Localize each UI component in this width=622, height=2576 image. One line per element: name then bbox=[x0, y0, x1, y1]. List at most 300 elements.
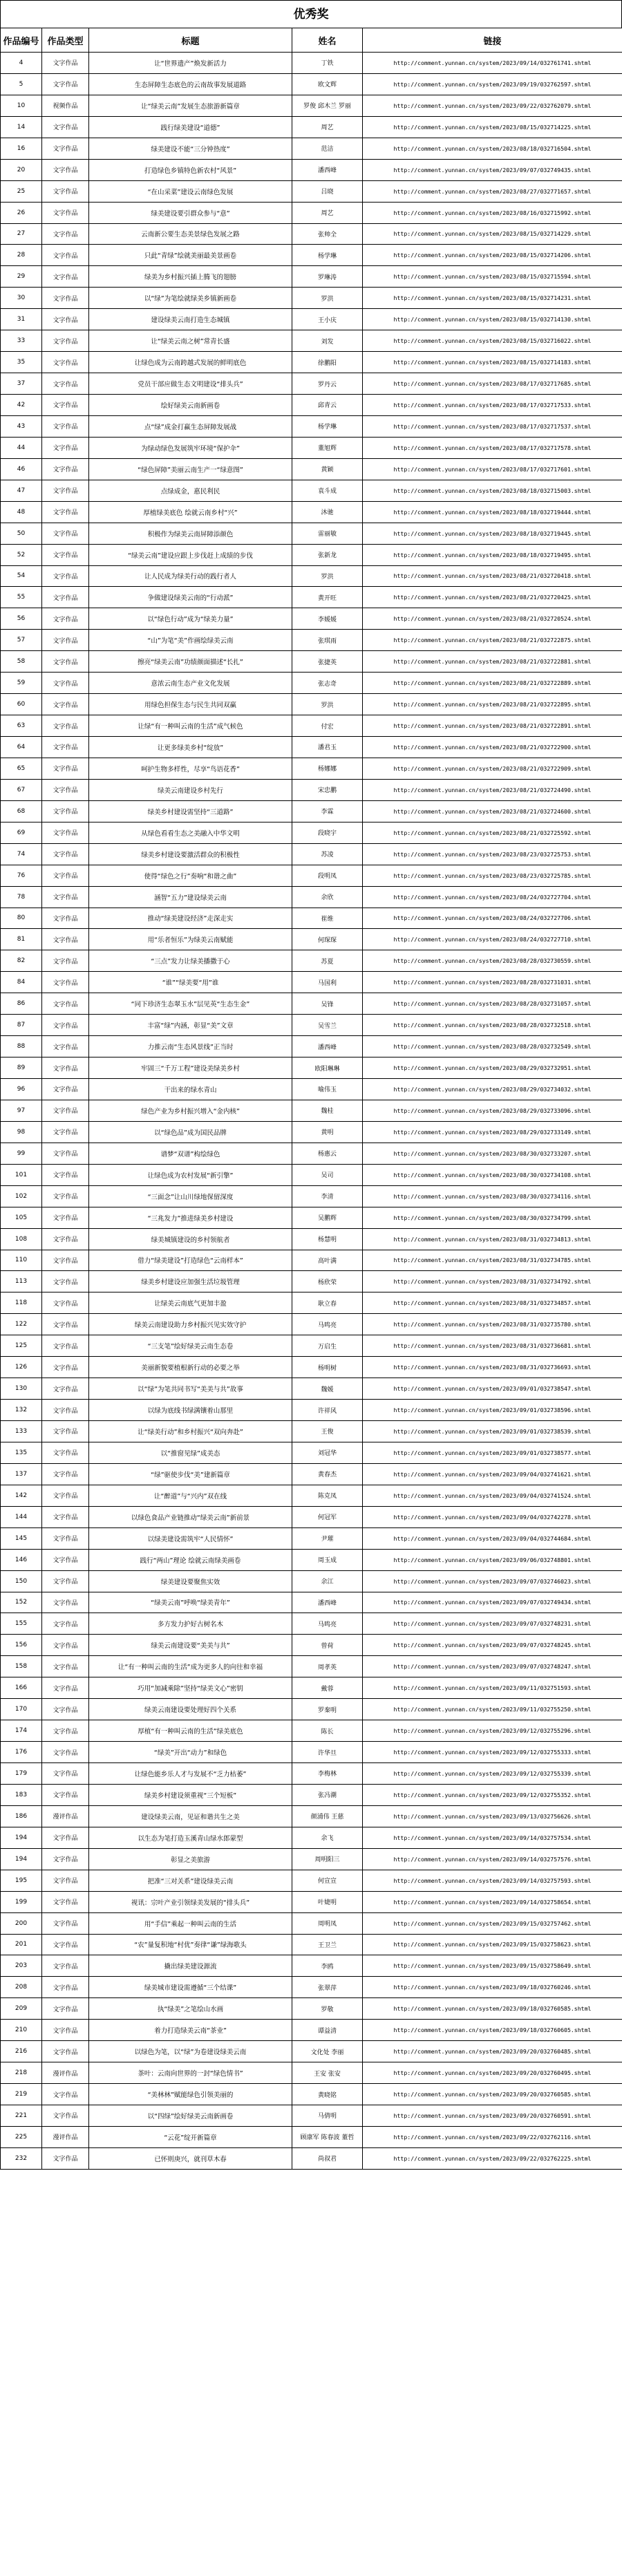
cell-link[interactable]: http://comment.yunnan.cn/system/2023/08/21/032722909.shtml bbox=[363, 758, 622, 779]
cell-name: 戴蓉 bbox=[292, 1677, 363, 1699]
cell-title: 践行“两山”理论 绘就云南绿美画卷 bbox=[89, 1549, 292, 1570]
cell-id: 101 bbox=[1, 1164, 42, 1185]
cell-id: 174 bbox=[1, 1720, 42, 1742]
cell-type: 文字作品 bbox=[42, 1121, 89, 1143]
cell-name: 余欣 bbox=[292, 886, 363, 908]
cell-type: 文字作品 bbox=[42, 309, 89, 330]
table-row bbox=[1, 395, 622, 416]
cell-name: 马鸣亮 bbox=[292, 1314, 363, 1335]
cell-id: 170 bbox=[1, 1699, 42, 1720]
cell-id: 50 bbox=[1, 523, 42, 544]
table-row bbox=[1, 1805, 622, 1827]
table-row bbox=[1, 1570, 622, 1592]
cell-link[interactable]: http://comment.yunnan.cn/system/2023/09/11/032751593.shtml bbox=[363, 1677, 622, 1699]
cell-link[interactable]: http://comment.yunnan.cn/system/2023/09/12/032755339.shtml bbox=[363, 1763, 622, 1785]
cell-link[interactable]: http://comment.yunnan.cn/system/2023/09/04/032741621.shtml bbox=[363, 1463, 622, 1485]
cell-id: 46 bbox=[1, 458, 42, 480]
cell-name: 邱青云 bbox=[292, 395, 363, 416]
cell-link[interactable]: http://comment.yunnan.cn/system/2023/09/07/032746023.shtml bbox=[363, 1570, 622, 1592]
cell-link[interactable]: http://comment.yunnan.cn/system/2023/09/07/032748247.shtml bbox=[363, 1656, 622, 1677]
cell-link[interactable]: http://comment.yunnan.cn/system/2023/08/18/032719445.shtml bbox=[363, 523, 622, 544]
cell-type: 文字作品 bbox=[42, 886, 89, 908]
cell-title: 彰显之美旅游 bbox=[89, 1848, 292, 1870]
cell-link[interactable]: http://comment.yunnan.cn/system/2023/08/29/032732951.shtml bbox=[363, 1057, 622, 1079]
cell-link[interactable]: http://comment.yunnan.cn/system/2023/08/15/032714225.shtml bbox=[363, 116, 622, 138]
cell-link[interactable]: http://comment.yunnan.cn/system/2023/09/12/032755296.shtml bbox=[363, 1720, 622, 1742]
cell-link[interactable]: http://comment.yunnan.cn/system/2023/08/30/032734799.shtml bbox=[363, 1207, 622, 1228]
cell-id: 142 bbox=[1, 1485, 42, 1506]
table-row bbox=[1, 1891, 622, 1912]
table-row bbox=[1, 908, 622, 929]
cell-type: 文字作品 bbox=[42, 1335, 89, 1357]
table-row bbox=[1, 800, 622, 822]
cell-link[interactable]: http://comment.yunnan.cn/system/2023/09/12/032755333.shtml bbox=[363, 1742, 622, 1763]
cell-link[interactable]: http://comment.yunnan.cn/system/2023/09/22/032762079.shtml bbox=[363, 95, 622, 116]
cell-name: 潘西峰 bbox=[292, 1036, 363, 1057]
cell-type: 文字作品 bbox=[42, 1699, 89, 1720]
cell-link[interactable]: http://comment.yunnan.cn/system/2023/09/15/032758623.shtml bbox=[363, 1934, 622, 1955]
cell-id: 102 bbox=[1, 1185, 42, 1207]
cell-title: 以绿为底线书绿满镶着山那里 bbox=[89, 1400, 292, 1421]
cell-title: “在山采菜”建设云南绿色发展 bbox=[89, 180, 292, 202]
table-row bbox=[1, 1292, 622, 1314]
cell-id: 33 bbox=[1, 330, 42, 352]
cell-link[interactable]: http://comment.yunnan.cn/system/2023/08/29/032734032.shtml bbox=[363, 1079, 622, 1100]
cell-link[interactable]: http://comment.yunnan.cn/system/2023/08/21/032724490.shtml bbox=[363, 779, 622, 800]
table-row bbox=[1, 1143, 622, 1164]
cell-type: 文字作品 bbox=[42, 1977, 89, 1998]
cell-link[interactable]: http://comment.yunnan.cn/system/2023/08/21/032722875.shtml bbox=[363, 630, 622, 651]
cell-id: 145 bbox=[1, 1527, 42, 1549]
cell-title: 用绿色担保生态与民生共同双赢 bbox=[89, 694, 292, 715]
cell-name: 刘冠华 bbox=[292, 1442, 363, 1463]
cell-type: 文字作品 bbox=[42, 437, 89, 458]
cell-link[interactable]: http://comment.yunnan.cn/system/2023/08/31/032735780.shtml bbox=[363, 1314, 622, 1335]
cell-type: 文字作品 bbox=[42, 630, 89, 651]
cell-id: 30 bbox=[1, 288, 42, 309]
cell-id: 179 bbox=[1, 1763, 42, 1785]
cell-type: 文字作品 bbox=[42, 651, 89, 673]
table-row bbox=[1, 1613, 622, 1635]
cell-id: 158 bbox=[1, 1656, 42, 1677]
cell-link[interactable]: http://comment.yunnan.cn/system/2023/08/21/032722881.shtml bbox=[363, 651, 622, 673]
table-row bbox=[1, 437, 622, 458]
table-row bbox=[1, 1079, 622, 1100]
cell-link[interactable]: http://comment.yunnan.cn/system/2023/09/04/032741524.shtml bbox=[363, 1485, 622, 1506]
cell-type: 文字作品 bbox=[42, 1292, 89, 1314]
cell-name: 雷丽敏 bbox=[292, 523, 363, 544]
cell-name: 徐鹏阳 bbox=[292, 352, 363, 373]
cell-id: 80 bbox=[1, 908, 42, 929]
cell-link[interactable]: http://comment.yunnan.cn/system/2023/08/29/032733149.shtml bbox=[363, 1121, 622, 1143]
cell-link[interactable]: http://comment.yunnan.cn/system/2023/08/21/032720524.shtml bbox=[363, 608, 622, 630]
cell-type: 文字作品 bbox=[42, 2105, 89, 2127]
cell-link[interactable]: http://comment.yunnan.cn/system/2023/08/18/032715003.shtml bbox=[363, 480, 622, 501]
cell-name: 叶婕明 bbox=[292, 1891, 363, 1912]
cell-link[interactable]: http://comment.yunnan.cn/system/2023/08/28/032731031.shtml bbox=[363, 972, 622, 993]
cell-id: 16 bbox=[1, 138, 42, 159]
cell-id: 195 bbox=[1, 1870, 42, 1891]
cell-link[interactable]: http://comment.yunnan.cn/system/2023/09/22/032762225.shtml bbox=[363, 2147, 622, 2169]
cell-link[interactable]: http://comment.yunnan.cn/system/2023/09/22/032762116.shtml bbox=[363, 2126, 622, 2147]
table-row bbox=[1, 993, 622, 1015]
cell-link[interactable]: http://comment.yunnan.cn/system/2023/08/21/032720418.shtml bbox=[363, 565, 622, 587]
cell-type: 文字作品 bbox=[42, 2020, 89, 2041]
cell-name: 欧文辉 bbox=[292, 73, 363, 95]
cell-type: 文字作品 bbox=[42, 1549, 89, 1570]
header-name: 姓名 bbox=[292, 28, 363, 53]
cell-id: 130 bbox=[1, 1378, 42, 1400]
cell-name: 罗琳涛 bbox=[292, 266, 363, 288]
cell-title: “美林林”赋能绿色引领美丽的 bbox=[89, 2084, 292, 2105]
cell-link[interactable]: http://comment.yunnan.cn/system/2023/08/15/032716022.shtml bbox=[363, 330, 622, 352]
cell-link[interactable]: http://comment.yunnan.cn/system/2023/08/17/032717537.shtml bbox=[363, 415, 622, 437]
cell-id: 14 bbox=[1, 116, 42, 138]
cell-link[interactable]: http://comment.yunnan.cn/system/2023/08/28/032731057.shtml bbox=[363, 993, 622, 1015]
cell-link[interactable]: http://comment.yunnan.cn/system/2023/09/07/032749434.shtml bbox=[363, 1592, 622, 1613]
cell-link[interactable]: http://comment.yunnan.cn/system/2023/09/14/032758654.shtml bbox=[363, 1891, 622, 1912]
cell-title: 已怀则庚兴，就刊草木春 bbox=[89, 2147, 292, 2169]
cell-link[interactable]: http://comment.yunnan.cn/system/2023/09/19/032762597.shtml bbox=[363, 73, 622, 95]
cell-link[interactable]: http://comment.yunnan.cn/system/2023/09/04/032742278.shtml bbox=[363, 1506, 622, 1527]
cell-link[interactable]: http://comment.yunnan.cn/system/2023/08/31/032734857.shtml bbox=[363, 1292, 622, 1314]
cell-link[interactable]: http://comment.yunnan.cn/system/2023/09/07/032748231.shtml bbox=[363, 1613, 622, 1635]
cell-type: 文字作品 bbox=[42, 544, 89, 565]
cell-link[interactable]: http://comment.yunnan.cn/system/2023/09/14/032757593.shtml bbox=[363, 1870, 622, 1891]
cell-title: “绿”驱使步伐“美”建新篇章 bbox=[89, 1463, 292, 1485]
table-row bbox=[1, 972, 622, 993]
cell-name: 李霖 bbox=[292, 800, 363, 822]
cell-link[interactable]: http://comment.yunnan.cn/system/2023/09/18/032760585.shtml bbox=[363, 1998, 622, 2020]
table-row bbox=[1, 950, 622, 972]
cell-name: 李媛媛 bbox=[292, 608, 363, 630]
cell-name: 罗俊 邱木兰 罗丽 bbox=[292, 95, 363, 116]
cell-name: 黄晓铭 bbox=[292, 2084, 363, 2105]
cell-link[interactable]: http://comment.yunnan.cn/system/2023/09/01/032738547.shtml bbox=[363, 1378, 622, 1400]
cell-name: 杨慧明 bbox=[292, 1228, 363, 1250]
cell-name: 张翠萍 bbox=[292, 1977, 363, 1998]
cell-link[interactable]: http://comment.yunnan.cn/system/2023/08/28/032732518.shtml bbox=[363, 1015, 622, 1036]
cell-link[interactable]: http://comment.yunnan.cn/system/2023/08/30/032734116.shtml bbox=[363, 1185, 622, 1207]
cell-link[interactable]: http://comment.yunnan.cn/system/2023/09/20/032760485.shtml bbox=[363, 2041, 622, 2062]
cell-type: 文字作品 bbox=[42, 1656, 89, 1677]
cell-link[interactable]: http://comment.yunnan.cn/system/2023/09/14/032757534.shtml bbox=[363, 1827, 622, 1848]
cell-title: 着力打造绿美云南“茶业” bbox=[89, 2020, 292, 2041]
table-row bbox=[1, 480, 622, 501]
cell-link[interactable]: http://comment.yunnan.cn/system/2023/09/04/032744684.shtml bbox=[363, 1527, 622, 1549]
cell-link[interactable]: http://comment.yunnan.cn/system/2023/09/07/032748245.shtml bbox=[363, 1635, 622, 1656]
cell-title: 为绿动绿色发展筑牢环境“保护伞” bbox=[89, 437, 292, 458]
table-row bbox=[1, 223, 622, 245]
table-row bbox=[1, 415, 622, 437]
cell-link[interactable]: http://comment.yunnan.cn/system/2023/08/17/032717578.shtml bbox=[363, 437, 622, 458]
table-row bbox=[1, 116, 622, 138]
cell-link[interactable]: http://comment.yunnan.cn/system/2023/09/06/032748801.shtml bbox=[363, 1549, 622, 1570]
cell-title: 推动“绿美建设经济”走深走实 bbox=[89, 908, 292, 929]
cell-link[interactable]: http://comment.yunnan.cn/system/2023/08/17/032717685.shtml bbox=[363, 373, 622, 395]
cell-link[interactable]: http://comment.yunnan.cn/system/2023/08/28/032730559.shtml bbox=[363, 950, 622, 972]
cell-link[interactable]: http://comment.yunnan.cn/system/2023/08/24/032727704.shtml bbox=[363, 886, 622, 908]
cell-link[interactable]: http://comment.yunnan.cn/system/2023/09/07/032749435.shtml bbox=[363, 159, 622, 180]
cell-id: 25 bbox=[1, 180, 42, 202]
cell-title: 绿美乡村建设须重视“三个短板” bbox=[89, 1784, 292, 1805]
cell-link[interactable]: http://comment.yunnan.cn/system/2023/08/31/032736693.shtml bbox=[363, 1357, 622, 1378]
cell-name: 罗丹云 bbox=[292, 373, 363, 395]
cell-type: 文字作品 bbox=[42, 1357, 89, 1378]
cell-name: 李鸥 bbox=[292, 1955, 363, 1977]
cell-name: 苏夏 bbox=[292, 950, 363, 972]
cell-link[interactable]: http://comment.yunnan.cn/system/2023/08/29/032733096.shtml bbox=[363, 1100, 622, 1121]
cell-type: 文字作品 bbox=[42, 673, 89, 694]
cell-title: 以绿美建设需筑牢“人民情怀” bbox=[89, 1527, 292, 1549]
cell-link[interactable]: http://comment.yunnan.cn/system/2023/09/18/032760246.shtml bbox=[363, 1977, 622, 1998]
cell-link[interactable]: http://comment.yunnan.cn/system/2023/08/21/032722900.shtml bbox=[363, 737, 622, 758]
cell-title: “谁”“绿美要“用”谁 bbox=[89, 972, 292, 993]
cell-id: 78 bbox=[1, 886, 42, 908]
cell-id: 118 bbox=[1, 1292, 42, 1314]
cell-link[interactable]: http://comment.yunnan.cn/system/2023/09/18/032760605.shtml bbox=[363, 2020, 622, 2041]
cell-name: 袁斗成 bbox=[292, 480, 363, 501]
table-row bbox=[1, 1677, 622, 1699]
cell-name: 罗洪 bbox=[292, 288, 363, 309]
cell-link[interactable]: http://comment.yunnan.cn/system/2023/08/21/032722889.shtml bbox=[363, 673, 622, 694]
cell-link[interactable]: http://comment.yunnan.cn/system/2023/08/15/032714231.shtml bbox=[363, 288, 622, 309]
cell-link[interactable]: http://comment.yunnan.cn/system/2023/08/23/032725785.shtml bbox=[363, 865, 622, 886]
cell-link[interactable]: http://comment.yunnan.cn/system/2023/08/17/032717533.shtml bbox=[363, 395, 622, 416]
cell-link[interactable]: http://comment.yunnan.cn/system/2023/08/15/032714206.shtml bbox=[363, 245, 622, 266]
cell-type: 文字作品 bbox=[42, 288, 89, 309]
table-row bbox=[1, 95, 622, 116]
cell-title: 让绿色成为农村发展“新引擎” bbox=[89, 1164, 292, 1185]
cell-link[interactable]: http://comment.yunnan.cn/system/2023/08/16/032715992.shtml bbox=[363, 202, 622, 223]
cell-name: 张志奇 bbox=[292, 673, 363, 694]
cell-name: 周玉成 bbox=[292, 1549, 363, 1570]
table-row bbox=[1, 373, 622, 395]
cell-link[interactable]: http://comment.yunnan.cn/system/2023/09/20/032760591.shtml bbox=[363, 2105, 622, 2127]
cell-id: 152 bbox=[1, 1592, 42, 1613]
table-row bbox=[1, 758, 622, 779]
cell-link[interactable]: http://comment.yunnan.cn/system/2023/08/21/032724600.shtml bbox=[363, 800, 622, 822]
table-row bbox=[1, 651, 622, 673]
cell-name: 何宣宣 bbox=[292, 1870, 363, 1891]
cell-title: 绿美云南建设要“美美与共” bbox=[89, 1635, 292, 1656]
cell-link[interactable]: http://comment.yunnan.cn/system/2023/08/23/032725753.shtml bbox=[363, 843, 622, 865]
cell-link[interactable]: http://comment.yunnan.cn/system/2023/09/01/032738577.shtml bbox=[363, 1442, 622, 1463]
cell-type: 文字作品 bbox=[42, 2147, 89, 2169]
cell-name: 吴雪兰 bbox=[292, 1015, 363, 1036]
cell-link[interactable]: http://comment.yunnan.cn/system/2023/08/15/032714229.shtml bbox=[363, 223, 622, 245]
cell-title: 建设绿美云南打造生态城镇 bbox=[89, 309, 292, 330]
cell-link[interactable]: http://comment.yunnan.cn/system/2023/08/21/032722895.shtml bbox=[363, 694, 622, 715]
cell-link[interactable]: http://comment.yunnan.cn/system/2023/08/15/032714130.shtml bbox=[363, 309, 622, 330]
cell-title: 争做建设绿美云南的“行动派” bbox=[89, 587, 292, 608]
cell-id: 57 bbox=[1, 630, 42, 651]
table-row bbox=[1, 73, 622, 95]
cell-link[interactable]: http://comment.yunnan.cn/system/2023/08/31/032734785.shtml bbox=[363, 1250, 622, 1271]
cell-id: 29 bbox=[1, 266, 42, 288]
cell-title: 践行绿美建设“道德” bbox=[89, 116, 292, 138]
cell-link[interactable]: http://comment.yunnan.cn/system/2023/09/14/032761741.shtml bbox=[363, 53, 622, 74]
cell-id: 232 bbox=[1, 2147, 42, 2169]
cell-type: 文字作品 bbox=[42, 972, 89, 993]
cell-id: 208 bbox=[1, 1977, 42, 1998]
cell-title: 绿美建设要聚焦实效 bbox=[89, 1570, 292, 1592]
cell-type: 文字作品 bbox=[42, 865, 89, 886]
cell-type: 文字作品 bbox=[42, 2084, 89, 2105]
cell-type: 文字作品 bbox=[42, 266, 89, 288]
cell-type: 文字作品 bbox=[42, 458, 89, 480]
cell-title: 绿美云南建设乡村先行 bbox=[89, 779, 292, 800]
cell-link[interactable]: http://comment.yunnan.cn/system/2023/08/18/032716504.shtml bbox=[363, 138, 622, 159]
cell-id: 63 bbox=[1, 715, 42, 737]
cell-type: 文字作品 bbox=[42, 352, 89, 373]
cell-id: 65 bbox=[1, 758, 42, 779]
cell-link[interactable]: http://comment.yunnan.cn/system/2023/09/14/032757576.shtml bbox=[363, 1848, 622, 1870]
cell-title: 让绿“有一种叫云南的生活”成气候色 bbox=[89, 715, 292, 737]
cell-link[interactable]: http://comment.yunnan.cn/system/2023/08/24/032727710.shtml bbox=[363, 929, 622, 950]
cell-link[interactable]: http://comment.yunnan.cn/system/2023/09/01/032738596.shtml bbox=[363, 1400, 622, 1421]
cell-link[interactable]: http://comment.yunnan.cn/system/2023/08/31/032734792.shtml bbox=[363, 1271, 622, 1292]
table-row bbox=[1, 608, 622, 630]
cell-id: 35 bbox=[1, 352, 42, 373]
cell-type: 文字作品 bbox=[42, 1079, 89, 1100]
cell-name: 喻伟玉 bbox=[292, 1079, 363, 1100]
cell-link[interactable]: http://comment.yunnan.cn/system/2023/09/15/032757462.shtml bbox=[363, 1912, 622, 1934]
cell-type: 文字作品 bbox=[42, 1570, 89, 1592]
cell-link[interactable]: http://comment.yunnan.cn/system/2023/08/18/032719444.shtml bbox=[363, 501, 622, 523]
cell-name: 万启生 bbox=[292, 1335, 363, 1357]
cell-name: 周艺 bbox=[292, 116, 363, 138]
cell-title: 擦亮“绿美云南”功绩颜面描述“长扎” bbox=[89, 651, 292, 673]
cell-link[interactable]: http://comment.yunnan.cn/system/2023/08/15/032714183.shtml bbox=[363, 352, 622, 373]
cell-name: 吴司 bbox=[292, 1164, 363, 1185]
cell-type: 文字作品 bbox=[42, 1891, 89, 1912]
table-row bbox=[1, 1015, 622, 1036]
cell-type: 文字作品 bbox=[42, 1527, 89, 1549]
table-row bbox=[1, 309, 622, 330]
cell-title: 让绿色成为云南跨越式发展的鲜明底色 bbox=[89, 352, 292, 373]
table-row bbox=[1, 288, 622, 309]
cell-title: 让绿色能乡乐人才与发展不“乏力枯萎” bbox=[89, 1763, 292, 1785]
cell-link[interactable]: http://comment.yunnan.cn/system/2023/09/01/032738539.shtml bbox=[363, 1421, 622, 1442]
cell-name: 苏凌 bbox=[292, 843, 363, 865]
cell-name: 尹璀 bbox=[292, 1527, 363, 1549]
cell-type: 文字作品 bbox=[42, 1506, 89, 1527]
cell-link[interactable]: http://comment.yunnan.cn/system/2023/08/18/032719495.shtml bbox=[363, 544, 622, 565]
cell-id: 150 bbox=[1, 1570, 42, 1592]
table-header-row bbox=[1, 28, 622, 53]
cell-link[interactable]: http://comment.yunnan.cn/system/2023/09/13/032756626.shtml bbox=[363, 1805, 622, 1827]
cell-title: 绿美城市建设需遵循“三个结课” bbox=[89, 1977, 292, 1998]
table-row bbox=[1, 1742, 622, 1763]
cell-link[interactable]: http://comment.yunnan.cn/system/2023/08/28/032732549.shtml bbox=[363, 1036, 622, 1057]
cell-type: 文字作品 bbox=[42, 1015, 89, 1036]
cell-link[interactable]: http://comment.yunnan.cn/system/2023/08/21/032722891.shtml bbox=[363, 715, 622, 737]
cell-link[interactable]: http://comment.yunnan.cn/system/2023/09/15/032758649.shtml bbox=[363, 1955, 622, 1977]
cell-id: 74 bbox=[1, 843, 42, 865]
cell-title: 美丽新貌要植根新行动的必要之举 bbox=[89, 1357, 292, 1378]
cell-link[interactable]: http://comment.yunnan.cn/system/2023/08/21/032725592.shtml bbox=[363, 822, 622, 843]
table-row bbox=[1, 1656, 622, 1677]
cell-link[interactable]: http://comment.yunnan.cn/system/2023/09/12/032755352.shtml bbox=[363, 1784, 622, 1805]
cell-type: 文字作品 bbox=[42, 1057, 89, 1079]
table-row bbox=[1, 1463, 622, 1485]
cell-id: 26 bbox=[1, 202, 42, 223]
cell-id: 4 bbox=[1, 53, 42, 74]
cell-name: 吴锋 bbox=[292, 993, 363, 1015]
cell-title: “三支笔”绘好绿美云南生态卷 bbox=[89, 1335, 292, 1357]
table-row bbox=[1, 1442, 622, 1463]
cell-title: 让“绿美行动”和乡村振兴“双向奔赴” bbox=[89, 1421, 292, 1442]
cell-link[interactable]: http://comment.yunnan.cn/system/2023/09/20/032760495.shtml bbox=[363, 2062, 622, 2084]
cell-link[interactable]: http://comment.yunnan.cn/system/2023/08/30/032734108.shtml bbox=[363, 1164, 622, 1185]
table-row bbox=[1, 1784, 622, 1805]
award-table bbox=[0, 28, 622, 2170]
cell-title: 绿美建设要引群众参与“意” bbox=[89, 202, 292, 223]
cell-title: 谱梦“双谱”构绘绿色 bbox=[89, 1143, 292, 1164]
cell-link[interactable]: http://comment.yunnan.cn/system/2023/08/15/032715594.shtml bbox=[363, 266, 622, 288]
cell-link[interactable]: http://comment.yunnan.cn/system/2023/08/17/032717601.shtml bbox=[363, 458, 622, 480]
cell-id: 200 bbox=[1, 1912, 42, 1934]
table-row bbox=[1, 1592, 622, 1613]
table-row bbox=[1, 523, 622, 544]
table-row bbox=[1, 544, 622, 565]
cell-type: 文字作品 bbox=[42, 779, 89, 800]
cell-link[interactable]: http://comment.yunnan.cn/system/2023/08/31/032736681.shtml bbox=[363, 1335, 622, 1357]
cell-title: 让更多绿美乡村“绽放” bbox=[89, 737, 292, 758]
header-id: 作品编号 bbox=[1, 28, 42, 53]
cell-name: 周孝英 bbox=[292, 1656, 363, 1677]
cell-title: 以绿色食品产业链推动“绿美云南”新前景 bbox=[89, 1506, 292, 1527]
table-row bbox=[1, 180, 622, 202]
cell-type: 文字作品 bbox=[42, 415, 89, 437]
cell-link[interactable]: http://comment.yunnan.cn/system/2023/08/31/032734813.shtml bbox=[363, 1228, 622, 1250]
cell-type: 文字作品 bbox=[42, 1036, 89, 1057]
cell-type: 文字作品 bbox=[42, 1784, 89, 1805]
cell-id: 219 bbox=[1, 2084, 42, 2105]
cell-name: 高叶满 bbox=[292, 1250, 363, 1271]
cell-link[interactable]: http://comment.yunnan.cn/system/2023/08/27/032771657.shtml bbox=[363, 180, 622, 202]
cell-type: 文字作品 bbox=[42, 138, 89, 159]
cell-name: 董旭辉 bbox=[292, 437, 363, 458]
table-row bbox=[1, 1848, 622, 1870]
cell-title: 点“绿”成金打赢生态屏障发展战 bbox=[89, 415, 292, 437]
cell-type: 文字作品 bbox=[42, 116, 89, 138]
cell-link[interactable]: http://comment.yunnan.cn/system/2023/09/11/032755250.shtml bbox=[363, 1699, 622, 1720]
table-row bbox=[1, 1998, 622, 2020]
cell-type: 文字作品 bbox=[42, 1827, 89, 1848]
cell-type: 文字作品 bbox=[42, 1848, 89, 1870]
cell-id: 86 bbox=[1, 993, 42, 1015]
cell-id: 155 bbox=[1, 1613, 42, 1635]
cell-link[interactable]: http://comment.yunnan.cn/system/2023/08/30/032733207.shtml bbox=[363, 1143, 622, 1164]
cell-name: 罗秦明 bbox=[292, 1699, 363, 1720]
cell-name: 杨欣荣 bbox=[292, 1271, 363, 1292]
cell-link[interactable]: http://comment.yunnan.cn/system/2023/09/20/032760585.shtml bbox=[363, 2084, 622, 2105]
cell-name: 曾荷 bbox=[292, 1635, 363, 1656]
cell-id: 126 bbox=[1, 1357, 42, 1378]
cell-link[interactable]: http://comment.yunnan.cn/system/2023/08/24/032727706.shtml bbox=[363, 908, 622, 929]
table-row bbox=[1, 330, 622, 352]
table-row bbox=[1, 737, 622, 758]
cell-link[interactable]: http://comment.yunnan.cn/system/2023/08/21/032720425.shtml bbox=[363, 587, 622, 608]
cell-title: “绿色屏障”美丽云南生产一“绿意图” bbox=[89, 458, 292, 480]
table-row bbox=[1, 2062, 622, 2084]
cell-id: 176 bbox=[1, 1742, 42, 1763]
table-row bbox=[1, 2126, 622, 2147]
cell-title: 只此“青绿”绘就美丽最美景画卷 bbox=[89, 245, 292, 266]
cell-id: 58 bbox=[1, 651, 42, 673]
